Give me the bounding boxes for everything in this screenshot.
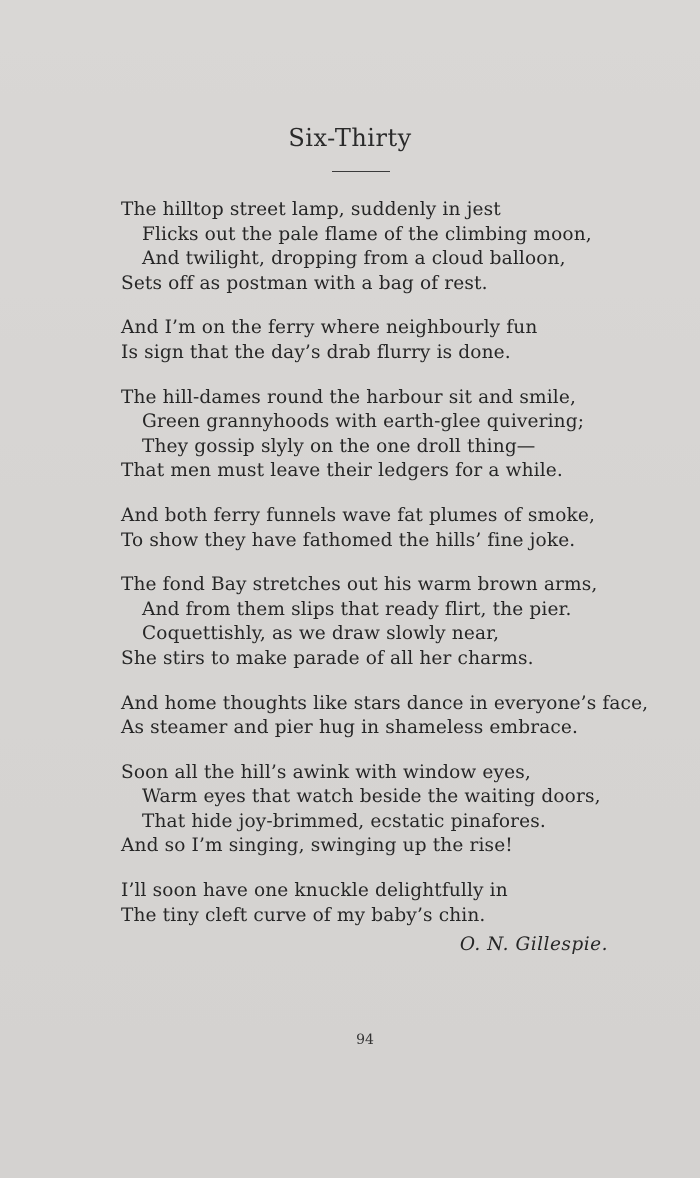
poem-line: As steamer and pier hug in shameless embrace. (121, 717, 579, 739)
poem-line: The tiny cleft curve of my baby’s chin. (121, 904, 486, 926)
poem-line: The hilltop street lamp, suddenly in jest (121, 199, 501, 220)
poem-line: And I’m on the ferry where neighbourly fun (121, 317, 538, 339)
poem-line: And from them slips that ready flirt, the pier. (142, 598, 572, 620)
stanza (121, 386, 621, 484)
poem-line: And both ferry funnels wave fat plumes of smoke, (121, 504, 596, 526)
poem-line: That men must leave their ledgers for a while. (121, 460, 563, 482)
poem-line: Is sign that the day’s drab flurry is done. (121, 341, 511, 363)
stanza (121, 573, 621, 671)
stanza (121, 504, 621, 553)
poem-line: That hide joy-brimmed, ecstatic pinafores. (142, 810, 546, 832)
poem-line: Flicks out the pale flame of the climbing moon, (142, 223, 592, 245)
poem-line: To show they have fathomed the hills’ fine joke. (121, 529, 576, 551)
poem-line: Soon all the hill’s awink with window eyes, (121, 761, 531, 783)
poem-line: Sets off as postman with a bag of rest. (121, 272, 488, 294)
page-number: 94 (356, 1032, 374, 1048)
stanza (121, 198, 621, 296)
poem-line: Green grannyhoods with earth-glee quivering; (142, 411, 585, 433)
poem-line: She stirs to make parade of all her charms. (121, 647, 534, 669)
poem-line: Warm eyes that watch beside the waiting doors, (142, 786, 601, 808)
poem-line: And twilight, dropping from a cloud balloon, (142, 248, 566, 270)
poem-line: And home thoughts like stars dance in everyone’s face, (121, 692, 649, 714)
poem-title: Six-Thirty (288, 124, 412, 152)
poem-body (121, 198, 649, 948)
poem-line: The fond Bay stretches out his warm brown arms, (121, 574, 598, 596)
poem-line: I’ll soon have one knuckle delightfully in (121, 880, 508, 902)
poem-line: They gossip slyly on the one droll thing— (142, 435, 536, 457)
author-signature: O. N. Gillespie. (459, 934, 608, 955)
poem-line: And so I’m singing, swinging up the rise! (121, 835, 513, 857)
stanza (121, 316, 621, 365)
title-rule (332, 171, 390, 172)
stanza (121, 761, 621, 859)
poem-line: The hill-dames round the harbour sit and smile, (121, 386, 576, 408)
stanza (121, 879, 621, 928)
stanza (121, 692, 649, 741)
poem-line: Coquettishly, as we draw slowly near, (142, 623, 500, 645)
